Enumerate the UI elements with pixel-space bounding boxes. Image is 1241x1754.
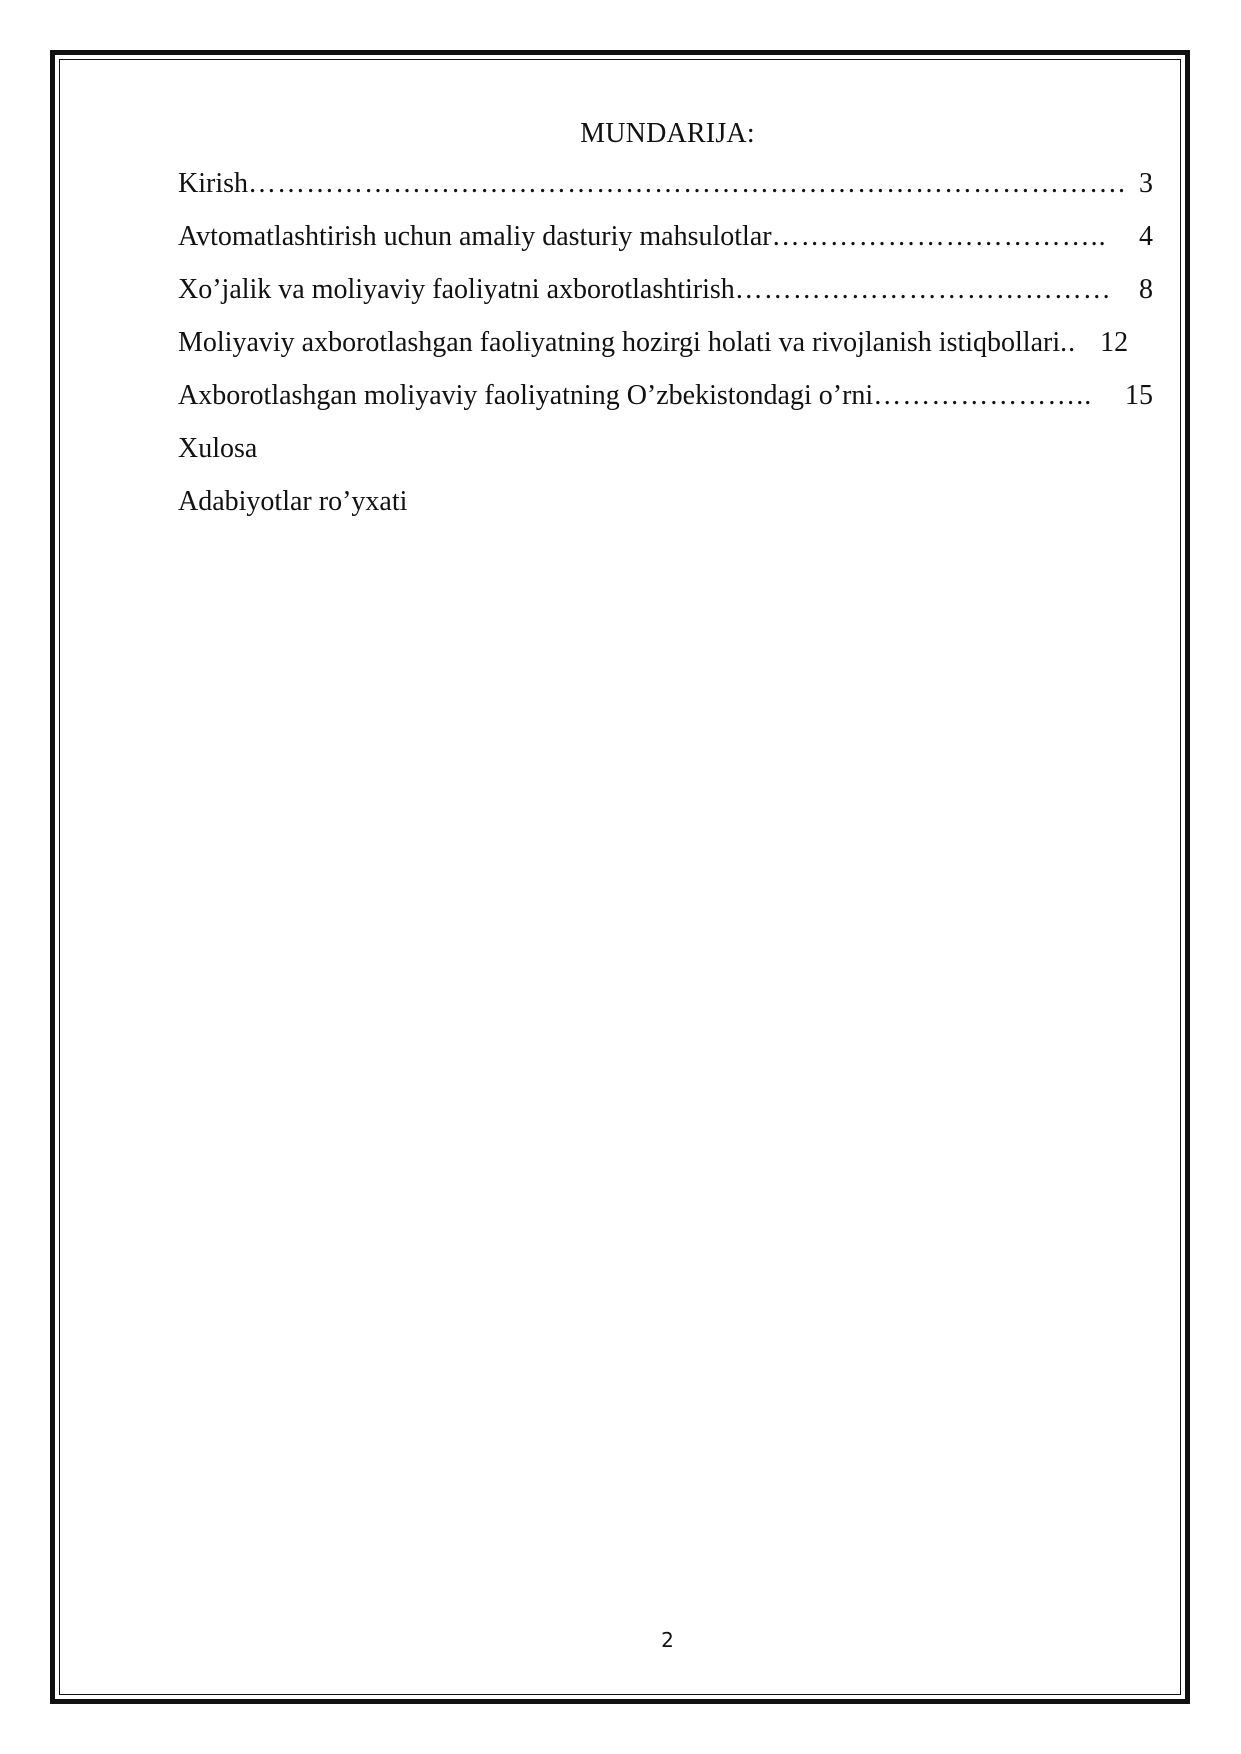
toc-entry-xojalik[interactable] xyxy=(178,274,1153,327)
toc-entry-label: Avtomatlashtirish uchun amaliy dasturiy mahsulotlar xyxy=(178,221,772,252)
toc-entry-xulosa[interactable] xyxy=(178,433,1153,486)
toc-entry-label: Kirish xyxy=(178,168,248,199)
toc-entry-adabiyotlar[interactable] xyxy=(178,486,1153,539)
toc-entry-leader: ………………………………… xyxy=(734,274,1112,305)
toc-entry-page: 12 xyxy=(1100,327,1129,358)
toc-entry-leader: .. xyxy=(1060,327,1101,358)
toc-entry-page: 8 xyxy=(1139,274,1153,305)
toc-entry-label: Axborotlashgan moliyaviy faoliyatning O’zbekistondagi o’rni xyxy=(178,380,874,411)
page-number: 2 xyxy=(661,1628,674,1652)
toc-entry-page: 4 xyxy=(1139,221,1153,252)
toc-entry-label: Adabiyotlar ro’yxati xyxy=(178,486,408,517)
toc-entry-label: Xo’jalik va moliyaviy faoliyatni axborotlashtirish xyxy=(178,274,735,305)
toc-entry-moliyaviy[interactable] xyxy=(178,327,1153,380)
toc-entry-label: Moliyaviy axborotlashgan faoliyatning hozirgi holati va rivojlanish istiqbollari xyxy=(178,327,1061,358)
toc-entry-leader: ………………………………………………………………………………. xyxy=(248,168,1126,199)
toc-entry-leader: ………………….. xyxy=(873,380,1101,411)
table-of-contents xyxy=(178,168,1153,539)
toc-entry-page: 3 xyxy=(1139,168,1153,199)
toc-title: MUNDARIJA: xyxy=(580,118,755,149)
toc-entry-axborotlashgan[interactable] xyxy=(178,380,1153,433)
toc-entry-kirish[interactable] xyxy=(178,168,1153,221)
toc-entry-page: 15 xyxy=(1125,380,1153,411)
toc-entry-label: Xulosa xyxy=(178,433,258,464)
toc-entry-avtomatlashtirish[interactable] xyxy=(178,221,1153,274)
toc-entry-leader: …………………………….. xyxy=(771,221,1107,252)
